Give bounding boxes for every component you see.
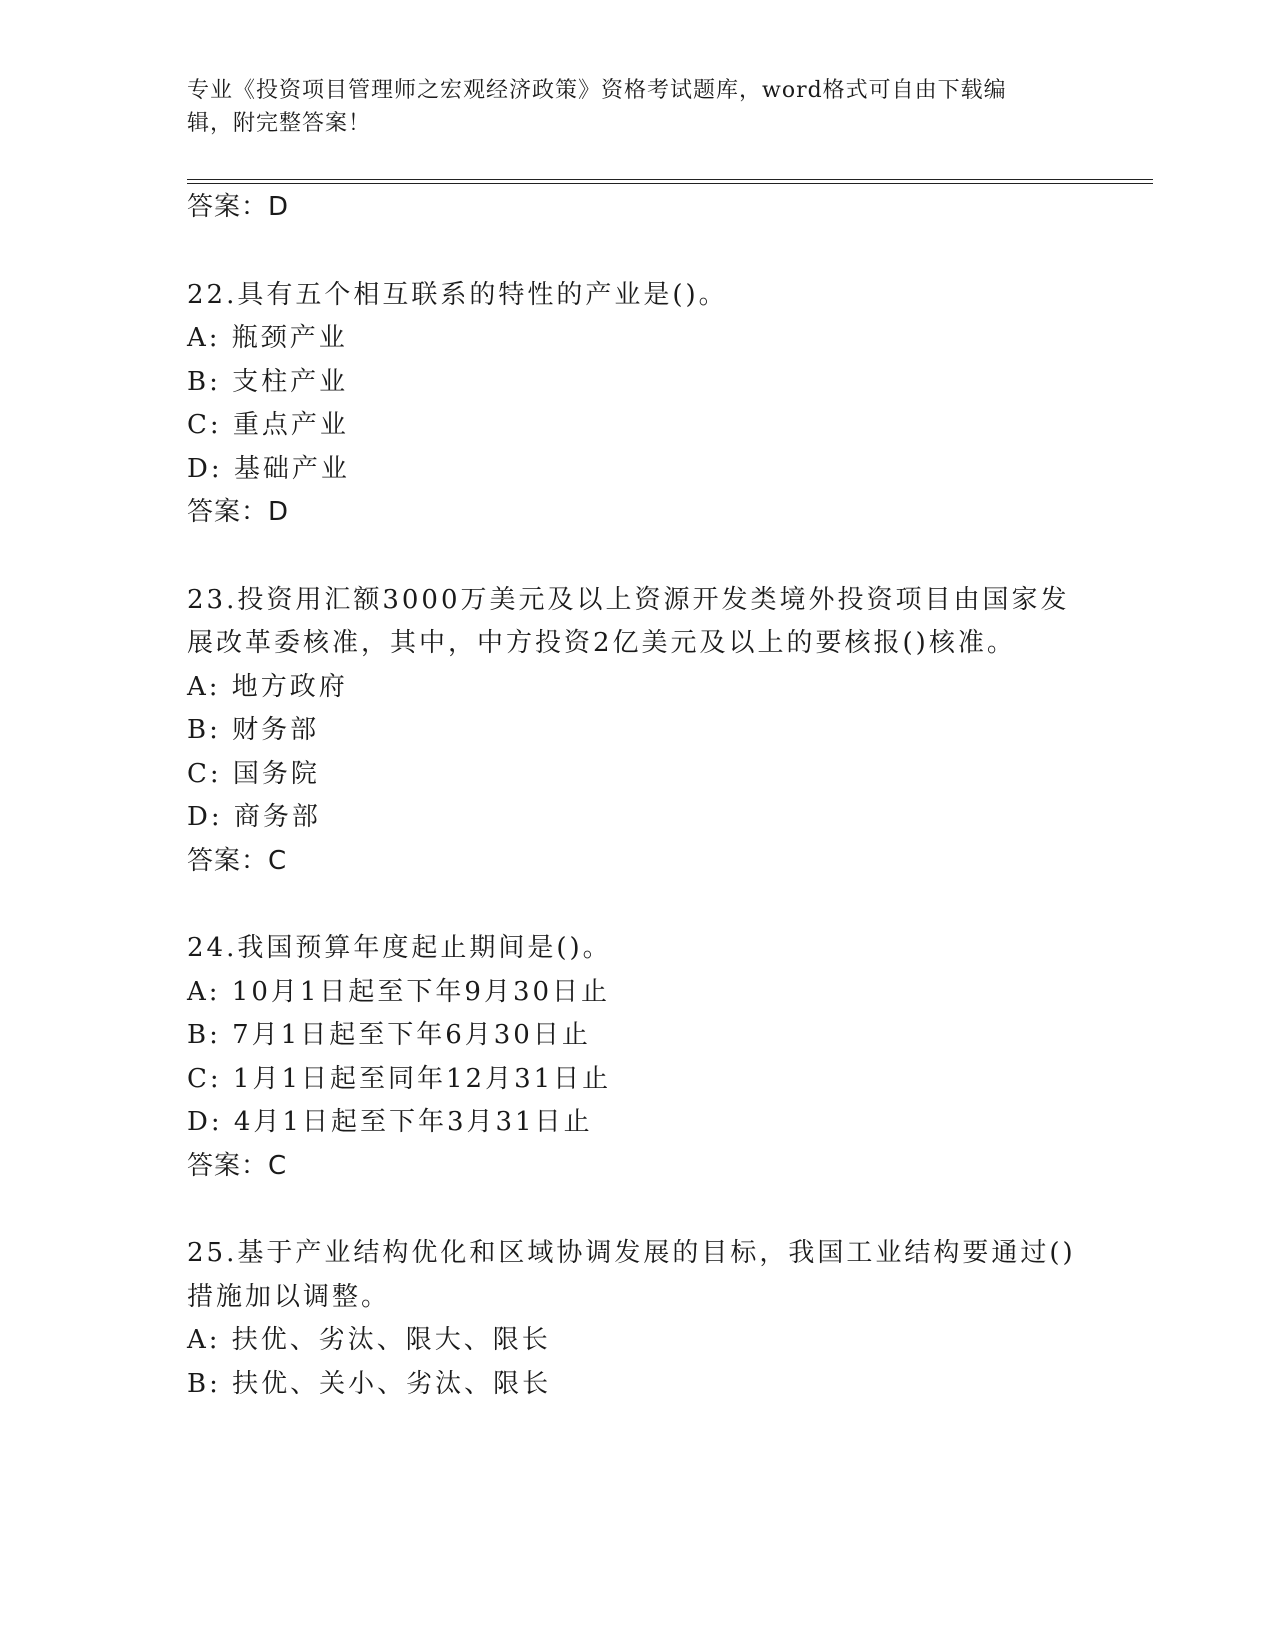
question-22-answer: 答案：D [187, 497, 290, 527]
question-24-option-a: A: 10月1日起至下年9月30日止 [187, 977, 611, 1007]
question-24-answer: 答案：C [187, 1151, 288, 1181]
question-23-stem-line-1: 23.投资用汇额3000万美元及以上资源开发类境外投资项目由国家发 [187, 585, 1070, 615]
question-23-option-b: B: 财务部 [187, 715, 320, 745]
previous-answer: 答案：D [187, 192, 290, 222]
question-22-option-d: D: 基础产业 [187, 454, 350, 484]
question-22-option-b: B: 支柱产业 [187, 367, 349, 397]
question-24-option-b: B: 7月1日起至下年6月30日止 [187, 1020, 591, 1050]
header-rule-top [187, 179, 1153, 180]
question-23-option-d: D: 商务部 [187, 802, 321, 832]
question-25-stem-line-2: 措施加以调整。 [187, 1282, 391, 1312]
question-22-option-c: C: 重点产业 [187, 410, 349, 440]
question-23-option-c: C: 国务院 [187, 759, 320, 789]
header-line-1: 专业《投资项目管理师之宏观经济政策》资格考试题库，word格式可自由下载编 [187, 78, 1007, 103]
question-25-option-b: B: 扶优、关小、劣汰、限长 [187, 1369, 552, 1399]
question-24-option-d: D: 4月1日起至下年3月31日止 [187, 1107, 593, 1137]
question-22-stem: 22.具有五个相互联系的特性的产业是()。 [187, 280, 728, 310]
question-25-option-a: A: 扶优、劣汰、限大、限长 [187, 1325, 551, 1355]
question-23-stem-line-2: 展改革委核准，其中，中方投资2亿美元及以上的要核报()核准。 [187, 628, 1016, 658]
header-line-2: 辑，附完整答案！ [187, 111, 372, 136]
question-23-option-a: A: 地方政府 [187, 672, 348, 702]
question-23-answer: 答案：C [187, 846, 288, 876]
question-25-stem-line-1: 25.基于产业结构优化和区域协调发展的目标，我国工业结构要通过() [187, 1238, 1076, 1268]
question-24-stem: 24.我国预算年度起止期间是()。 [187, 933, 612, 963]
question-24-option-c: C: 1月1日起至同年12月31日止 [187, 1064, 612, 1094]
question-22-option-a: A: 瓶颈产业 [187, 323, 348, 353]
header-rule-bottom [187, 183, 1153, 184]
document-header [187, 74, 1067, 140]
